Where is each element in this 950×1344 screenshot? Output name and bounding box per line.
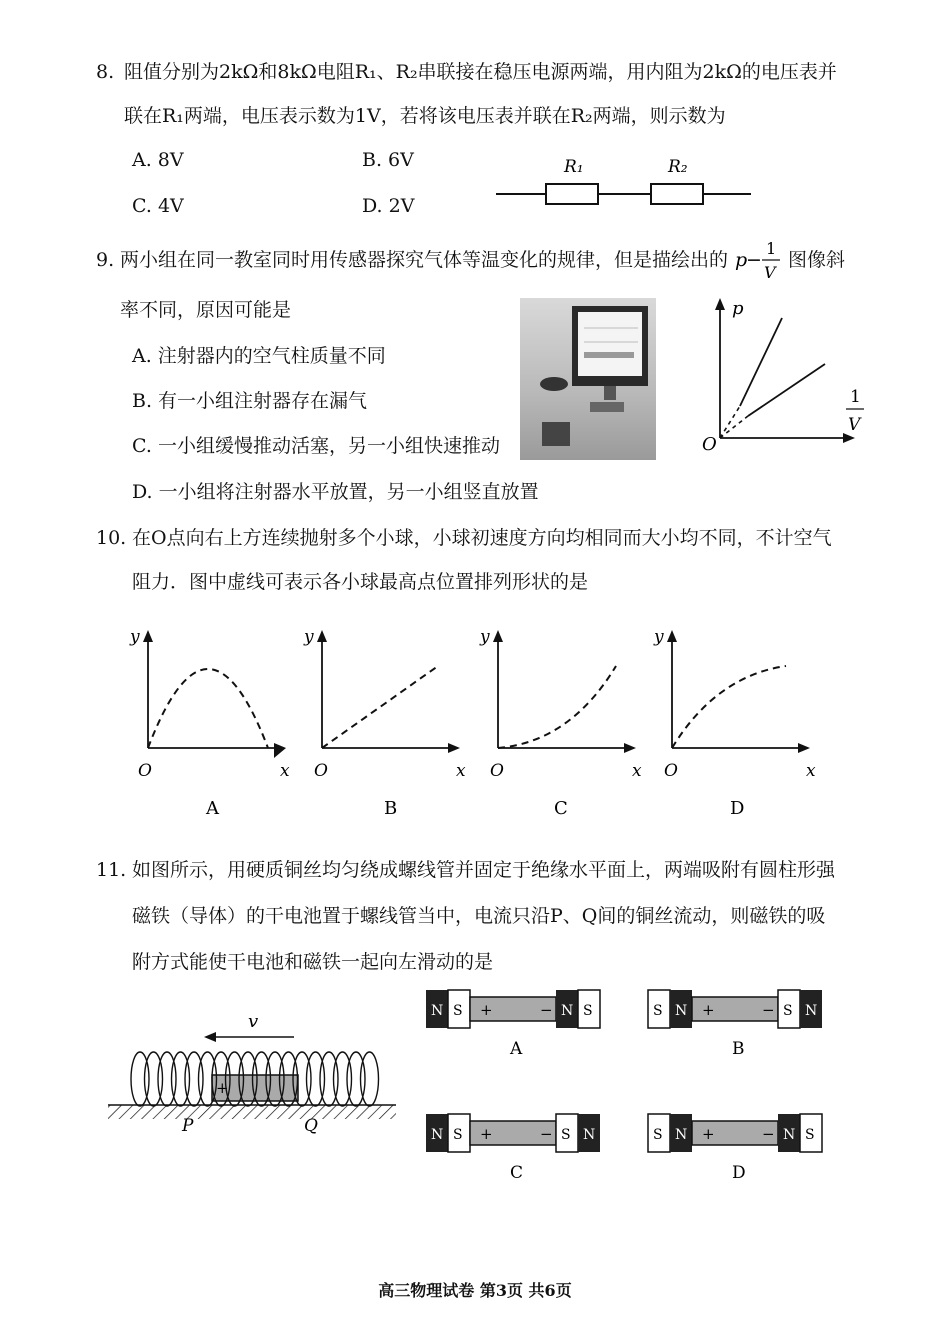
svg-text:S: S: [653, 1003, 663, 1019]
r2-label: R₂: [668, 157, 688, 177]
q11-number: 11.: [96, 859, 127, 881]
svg-text:y: y: [654, 627, 664, 647]
svg-text:−: −: [540, 1001, 553, 1019]
svg-text:O: O: [314, 761, 328, 781]
svg-text:y: y: [130, 627, 140, 647]
q10-label-c: C: [554, 798, 568, 819]
q11-label-a: A: [510, 1039, 523, 1059]
svg-text:S: S: [453, 1003, 463, 1019]
svg-text:+: +: [480, 1125, 493, 1143]
resistor-r2: [651, 184, 703, 204]
svg-text:p: p: [732, 298, 744, 319]
r1-label: R₁: [564, 157, 584, 177]
q10-number: 10.: [96, 527, 127, 549]
q10-text-line1: 在O点向右上方连续抛射多个小球，小球初速度方向均相同而大小均不同，不计空气: [132, 527, 832, 549]
q8-text-line1: 阻值分别为2kΩ和8kΩ电阻R₁、R₂串联接在稳压电源两端，用内阻为2kΩ的电压表并: [124, 61, 837, 83]
svg-text:−: −: [762, 1001, 775, 1019]
q11-solenoid-diagram: [108, 1005, 398, 1135]
q11-text-line2: 磁铁（导体）的干电池置于螺线管当中，电流只沿P、Q间的铜丝流动，则磁铁的吸: [132, 905, 826, 927]
q11-option-d-diagram: [648, 1110, 826, 1190]
q9-number: 9.: [96, 249, 115, 271]
curve-b: [322, 666, 438, 748]
resistor-r1: [546, 184, 598, 204]
q9-formula: [735, 236, 787, 284]
svg-text:Q: Q: [304, 1116, 318, 1136]
q8-text-line2: 联在R₁两端，电压表示数为1V，若将该电压表并联在R₂两端，则示数为: [124, 105, 726, 127]
q11-option-b-diagram: [648, 986, 826, 1066]
q8-number: 8.: [96, 61, 115, 83]
svg-text:S: S: [783, 1003, 793, 1019]
svg-text:1: 1: [766, 239, 777, 258]
q11-option-a-diagram: [426, 986, 604, 1066]
coil-loop: [145, 1052, 163, 1106]
q11-text-line3: 附方式能使干电池和磁铁一起向左滑动的是: [132, 951, 494, 973]
q10-label-d: D: [730, 798, 745, 819]
svg-text:V: V: [764, 263, 776, 282]
q10-graph-a: [129, 627, 290, 819]
svg-text:p: p: [735, 249, 748, 271]
coil-loop: [307, 1052, 325, 1106]
q8-circuit-diagram: [496, 150, 756, 220]
q9-p-v-graph: [700, 296, 870, 456]
q9-option-b: B. 有一小组注射器存在漏气: [132, 390, 368, 412]
coil-loop: [131, 1052, 149, 1106]
svg-text:+: +: [702, 1001, 715, 1019]
svg-text:1: 1: [850, 387, 861, 407]
svg-text:S: S: [583, 1003, 593, 1019]
q9-text-line1: 两小组在同一教室同时用传感器探究气体等温变化的规律，但是描绘出的: [120, 249, 729, 271]
svg-text:x: x: [632, 761, 642, 781]
svg-text:S: S: [561, 1127, 571, 1143]
svg-text:+: +: [216, 1079, 229, 1097]
q8-option-b: B. 6V: [362, 149, 414, 171]
svg-text:N: N: [805, 1003, 818, 1019]
q10-graph-c: [479, 627, 642, 819]
q8-option-c: C. 4V: [132, 195, 184, 217]
svg-text:y: y: [304, 627, 314, 647]
shallow-line-dashed: [720, 416, 748, 438]
svg-text:x: x: [280, 761, 290, 781]
q8-option-d: D. 2V: [362, 195, 415, 217]
svg-text:N: N: [783, 1127, 796, 1143]
q10-graphs: [120, 620, 830, 830]
q9-apparatus-photo: [520, 298, 656, 460]
q11-label-d: D: [732, 1163, 746, 1183]
coil-loop: [334, 1052, 352, 1106]
q8-option-a: A. 8V: [132, 149, 184, 171]
q10-graph-d: [653, 627, 816, 819]
curve-c: [498, 666, 616, 748]
svg-text:−: −: [746, 249, 762, 271]
svg-text:O: O: [490, 761, 504, 781]
q11-label-b: B: [732, 1039, 745, 1059]
coil-loop: [158, 1052, 176, 1106]
coil-loop: [185, 1052, 203, 1106]
curve-d: [672, 666, 786, 748]
svg-text:N: N: [583, 1127, 596, 1143]
q10-label-b: B: [384, 798, 398, 819]
steep-line-dashed: [720, 406, 740, 438]
curve-a: [148, 669, 268, 748]
page-footer: 高三物理试卷 第3页 共6页: [378, 1281, 572, 1300]
shallow-line: [748, 364, 825, 416]
svg-text:−: −: [540, 1125, 553, 1143]
svg-text:N: N: [431, 1003, 444, 1019]
q9-option-c: C. 一小组缓慢推动活塞，另一小组快速推动: [132, 435, 500, 457]
svg-text:N: N: [561, 1003, 574, 1019]
q9-option-a: A. 注射器内的空气柱质量不同: [132, 345, 386, 367]
svg-text:O: O: [664, 761, 678, 781]
svg-text:N: N: [675, 1003, 688, 1019]
svg-text:+: +: [480, 1001, 493, 1019]
q11-label-c: C: [510, 1163, 524, 1183]
svg-text:y: y: [480, 627, 490, 647]
coil-loop: [361, 1052, 379, 1106]
svg-text:+: +: [702, 1125, 715, 1143]
svg-text:V: V: [848, 415, 861, 435]
q10-graph-b: [303, 627, 466, 819]
q9-text-line1-end: 图像斜: [788, 249, 846, 271]
svg-text:N: N: [431, 1127, 444, 1143]
svg-text:S: S: [653, 1127, 663, 1143]
svg-text:P: P: [182, 1116, 194, 1136]
q11-option-c-diagram: [426, 1110, 604, 1190]
q10-text-line2: 阻力．图中虚线可表示各小球最高点位置排列形状的是: [132, 571, 589, 593]
svg-text:v: v: [248, 1011, 259, 1032]
q9-text-line2: 率不同，原因可能是: [120, 299, 292, 321]
svg-text:N: N: [675, 1127, 688, 1143]
q11-text-line1: 如图所示，用硬质铜丝均匀绕成螺线管并固定于绝缘水平面上，两端吸附有圆柱形强: [132, 859, 836, 881]
svg-text:S: S: [805, 1127, 815, 1143]
svg-text:−: −: [762, 1125, 775, 1143]
coil-loop: [172, 1052, 190, 1106]
svg-text:O: O: [702, 434, 717, 455]
svg-text:x: x: [806, 761, 816, 781]
coil-loop: [347, 1052, 365, 1106]
svg-text:O: O: [138, 761, 152, 781]
svg-text:x: x: [456, 761, 466, 781]
steep-line: [740, 318, 782, 406]
coil-loop: [320, 1052, 338, 1106]
q9-option-d: D. 一小组将注射器水平放置，另一小组竖直放置: [132, 481, 539, 503]
q10-label-a: A: [206, 798, 219, 819]
svg-text:S: S: [453, 1127, 463, 1143]
